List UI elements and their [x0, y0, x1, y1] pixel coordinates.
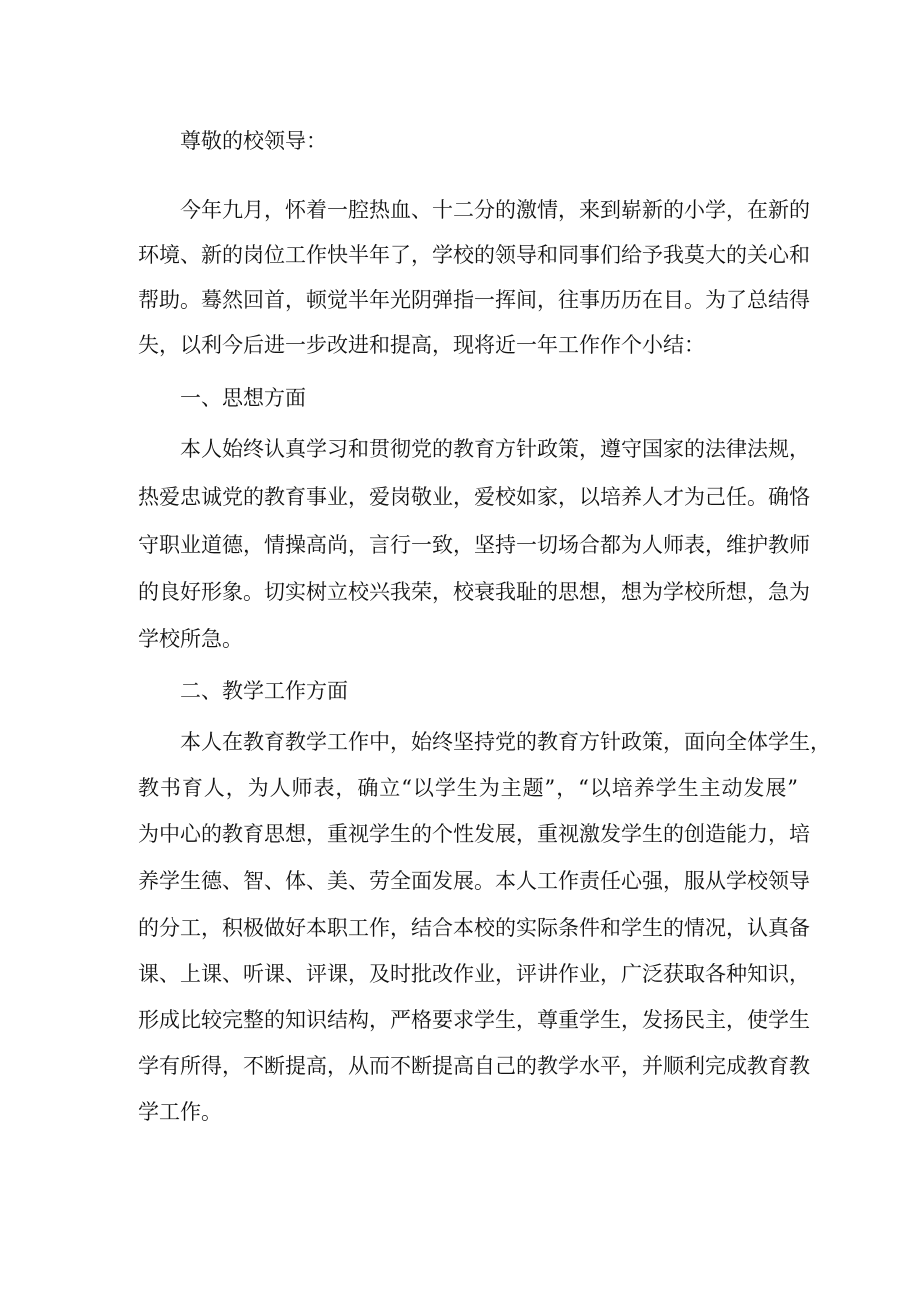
- paragraph-3-line-8: 学有所得，不断提高，从而不断提高自己的教学水平，并顺利完成教育教: [138, 1054, 810, 1078]
- paragraph-2-line-4: 的良好形象。切实树立校兴我荣，校衰我耻的思想，想为学校所想，急为: [138, 580, 810, 604]
- paragraph-3-line-4: 养学生德、智、体、美、劳全面发展。本人工作责任心强，服从学校领导: [138, 869, 810, 893]
- paragraph-3-line-6: 课、上课、听课、评课，及时批改作业，评讲作业，广泛获取各种知识，: [138, 962, 810, 986]
- paragraph-3-line-1: 本人在教育教学工作中，始终坚持党的教育方针政策，面向全体学生，: [180, 730, 831, 754]
- paragraph-2-line-2: 热爱忠诚党的教育事业，爱岗敬业，爱校如家，以培养人才为己任。确恪: [138, 485, 810, 509]
- paragraph-3-line-2: 教书育人，为人师表，确立“以学生为主题”，“以培养学生主动发展”: [138, 776, 798, 800]
- section-heading-2: 二、教学工作方面: [180, 679, 348, 703]
- paragraph-3-line-5: 的分工，积极做好本职工作，结合本校的实际条件和学生的情况，认真备: [138, 916, 810, 940]
- paragraph-1-line-3: 帮助。蓦然回首，顿觉半年光阴弹指一挥间，往事历历在目。为了总结得: [138, 288, 810, 312]
- paragraph-1-line-4: 失，以利今后进一步改进和提高，现将近一年工作作个小结：: [138, 333, 705, 357]
- paragraph-3-line-9: 学工作。: [138, 1100, 222, 1124]
- paragraph-2-line-1: 本人始终认真学习和贯彻党的教育方针政策，遵守国家的法律法规，: [180, 437, 810, 461]
- paragraph-3-line-7: 形成比较完整的知识结构，严格要求学生，尊重学生，发扬民主，使学生: [138, 1008, 810, 1032]
- paragraph-3-line-3: 为中心的教育思想，重视学生的个性发展，重视激发学生的创造能力，培: [138, 822, 810, 846]
- paragraph-1-line-1: 今年九月，怀着一腔热血、十二分的激情，来到崭新的小学，在新的: [180, 198, 810, 222]
- salutation: 尊敬的校领导：: [180, 129, 327, 153]
- paragraph-2-line-5: 学校所急。: [138, 627, 243, 651]
- paragraph-2-line-3: 守职业道德，情操高尚，言行一致，坚持一切场合都为人师表，维护教师: [138, 533, 810, 557]
- section-heading-1: 一、思想方面: [180, 386, 306, 410]
- paragraph-1-line-2: 环境、新的岗位工作快半年了，学校的领导和同事们给予我莫大的关心和: [138, 243, 810, 267]
